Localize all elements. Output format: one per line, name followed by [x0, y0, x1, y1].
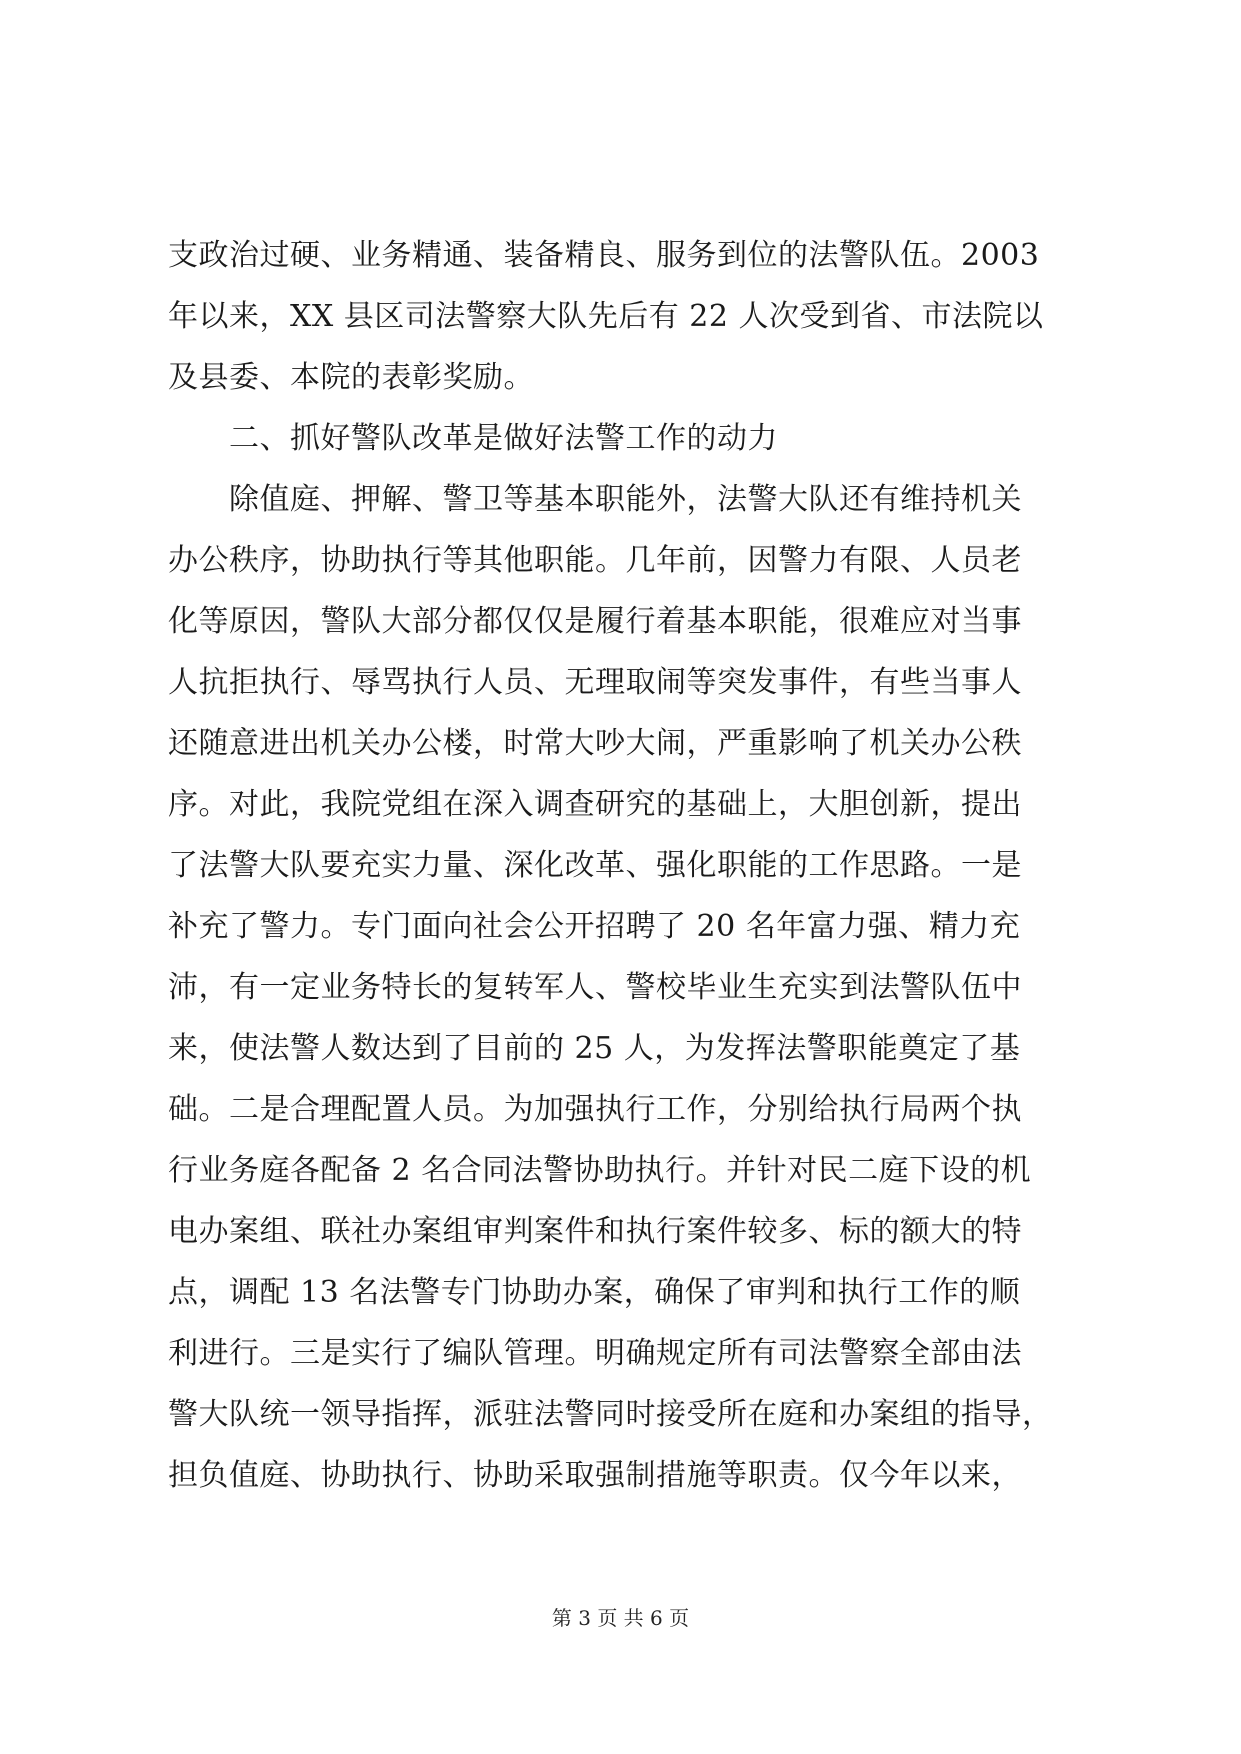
section-heading: 二、抓好警队改革是做好法警工作的动力	[168, 421, 778, 456]
text-line: 了法警大队要充实力量、深化改革、强化职能的工作思路。一是	[168, 848, 1022, 883]
text-line: 担负值庭、协助执行、协助采取强制措施等职责。仅今年以来，	[168, 1458, 1022, 1493]
page-footer	[0, 1604, 1241, 1632]
page-number-label: 第 3 页 共 6 页	[551, 1606, 690, 1630]
text-line: 序。对此，我院党组在深入调查研究的基础上，大胆创新，提出	[168, 787, 1022, 822]
text-line: 来，使法警人数达到了目前的 25 人，为发挥法警职能奠定了基	[168, 1031, 1021, 1066]
text-line: 支政治过硬、业务精通、装备精良、服务到位的法警队伍。2003	[168, 238, 1040, 273]
text-line: 年以来，XX 县区司法警察大队先后有 22 人次受到省、市法院以	[168, 299, 1044, 334]
text-line: 点，调配 13 名法警专门协助办案，确保了审判和执行工作的顺	[168, 1275, 1021, 1310]
text-line: 利进行。三是实行了编队管理。明确规定所有司法警察全部由法	[168, 1336, 1022, 1371]
text-line: 础。二是合理配置人员。为加强执行工作，分别给执行局两个执	[168, 1092, 1022, 1127]
text-line: 补充了警力。专门面向社会公开招聘了 20 名年富力强、精力充	[168, 909, 1021, 944]
document-body	[168, 225, 1088, 1506]
text-line: 还随意进出机关办公楼，时常大吵大闹，严重影响了机关办公秩	[168, 726, 1022, 761]
text-line: 沛，有一定业务特长的复转军人、警校毕业生充实到法警队伍中	[168, 970, 1022, 1005]
text-line: 人抗拒执行、辱骂执行人员、无理取闹等突发事件，有些当事人	[168, 665, 1022, 700]
text-line: 行业务庭各配备 2 名合同法警协助执行。并针对民二庭下设的机	[168, 1153, 1032, 1188]
text-line: 办公秩序，协助执行等其他职能。几年前，因警力有限、人员老	[168, 543, 1022, 578]
text-line: 及县委、本院的表彰奖励。	[168, 360, 534, 395]
text-line: 警大队统一领导指挥，派驻法警同时接受所在庭和办案组的指导，	[168, 1397, 1053, 1432]
text-line: 化等原因，警队大部分都仅仅是履行着基本职能，很难应对当事	[168, 604, 1022, 639]
text-line: 电办案组、联社办案组审判案件和执行案件较多、标的额大的特	[168, 1214, 1022, 1249]
text-line: 除值庭、押解、警卫等基本职能外，法警大队还有维持机关	[168, 482, 1022, 517]
